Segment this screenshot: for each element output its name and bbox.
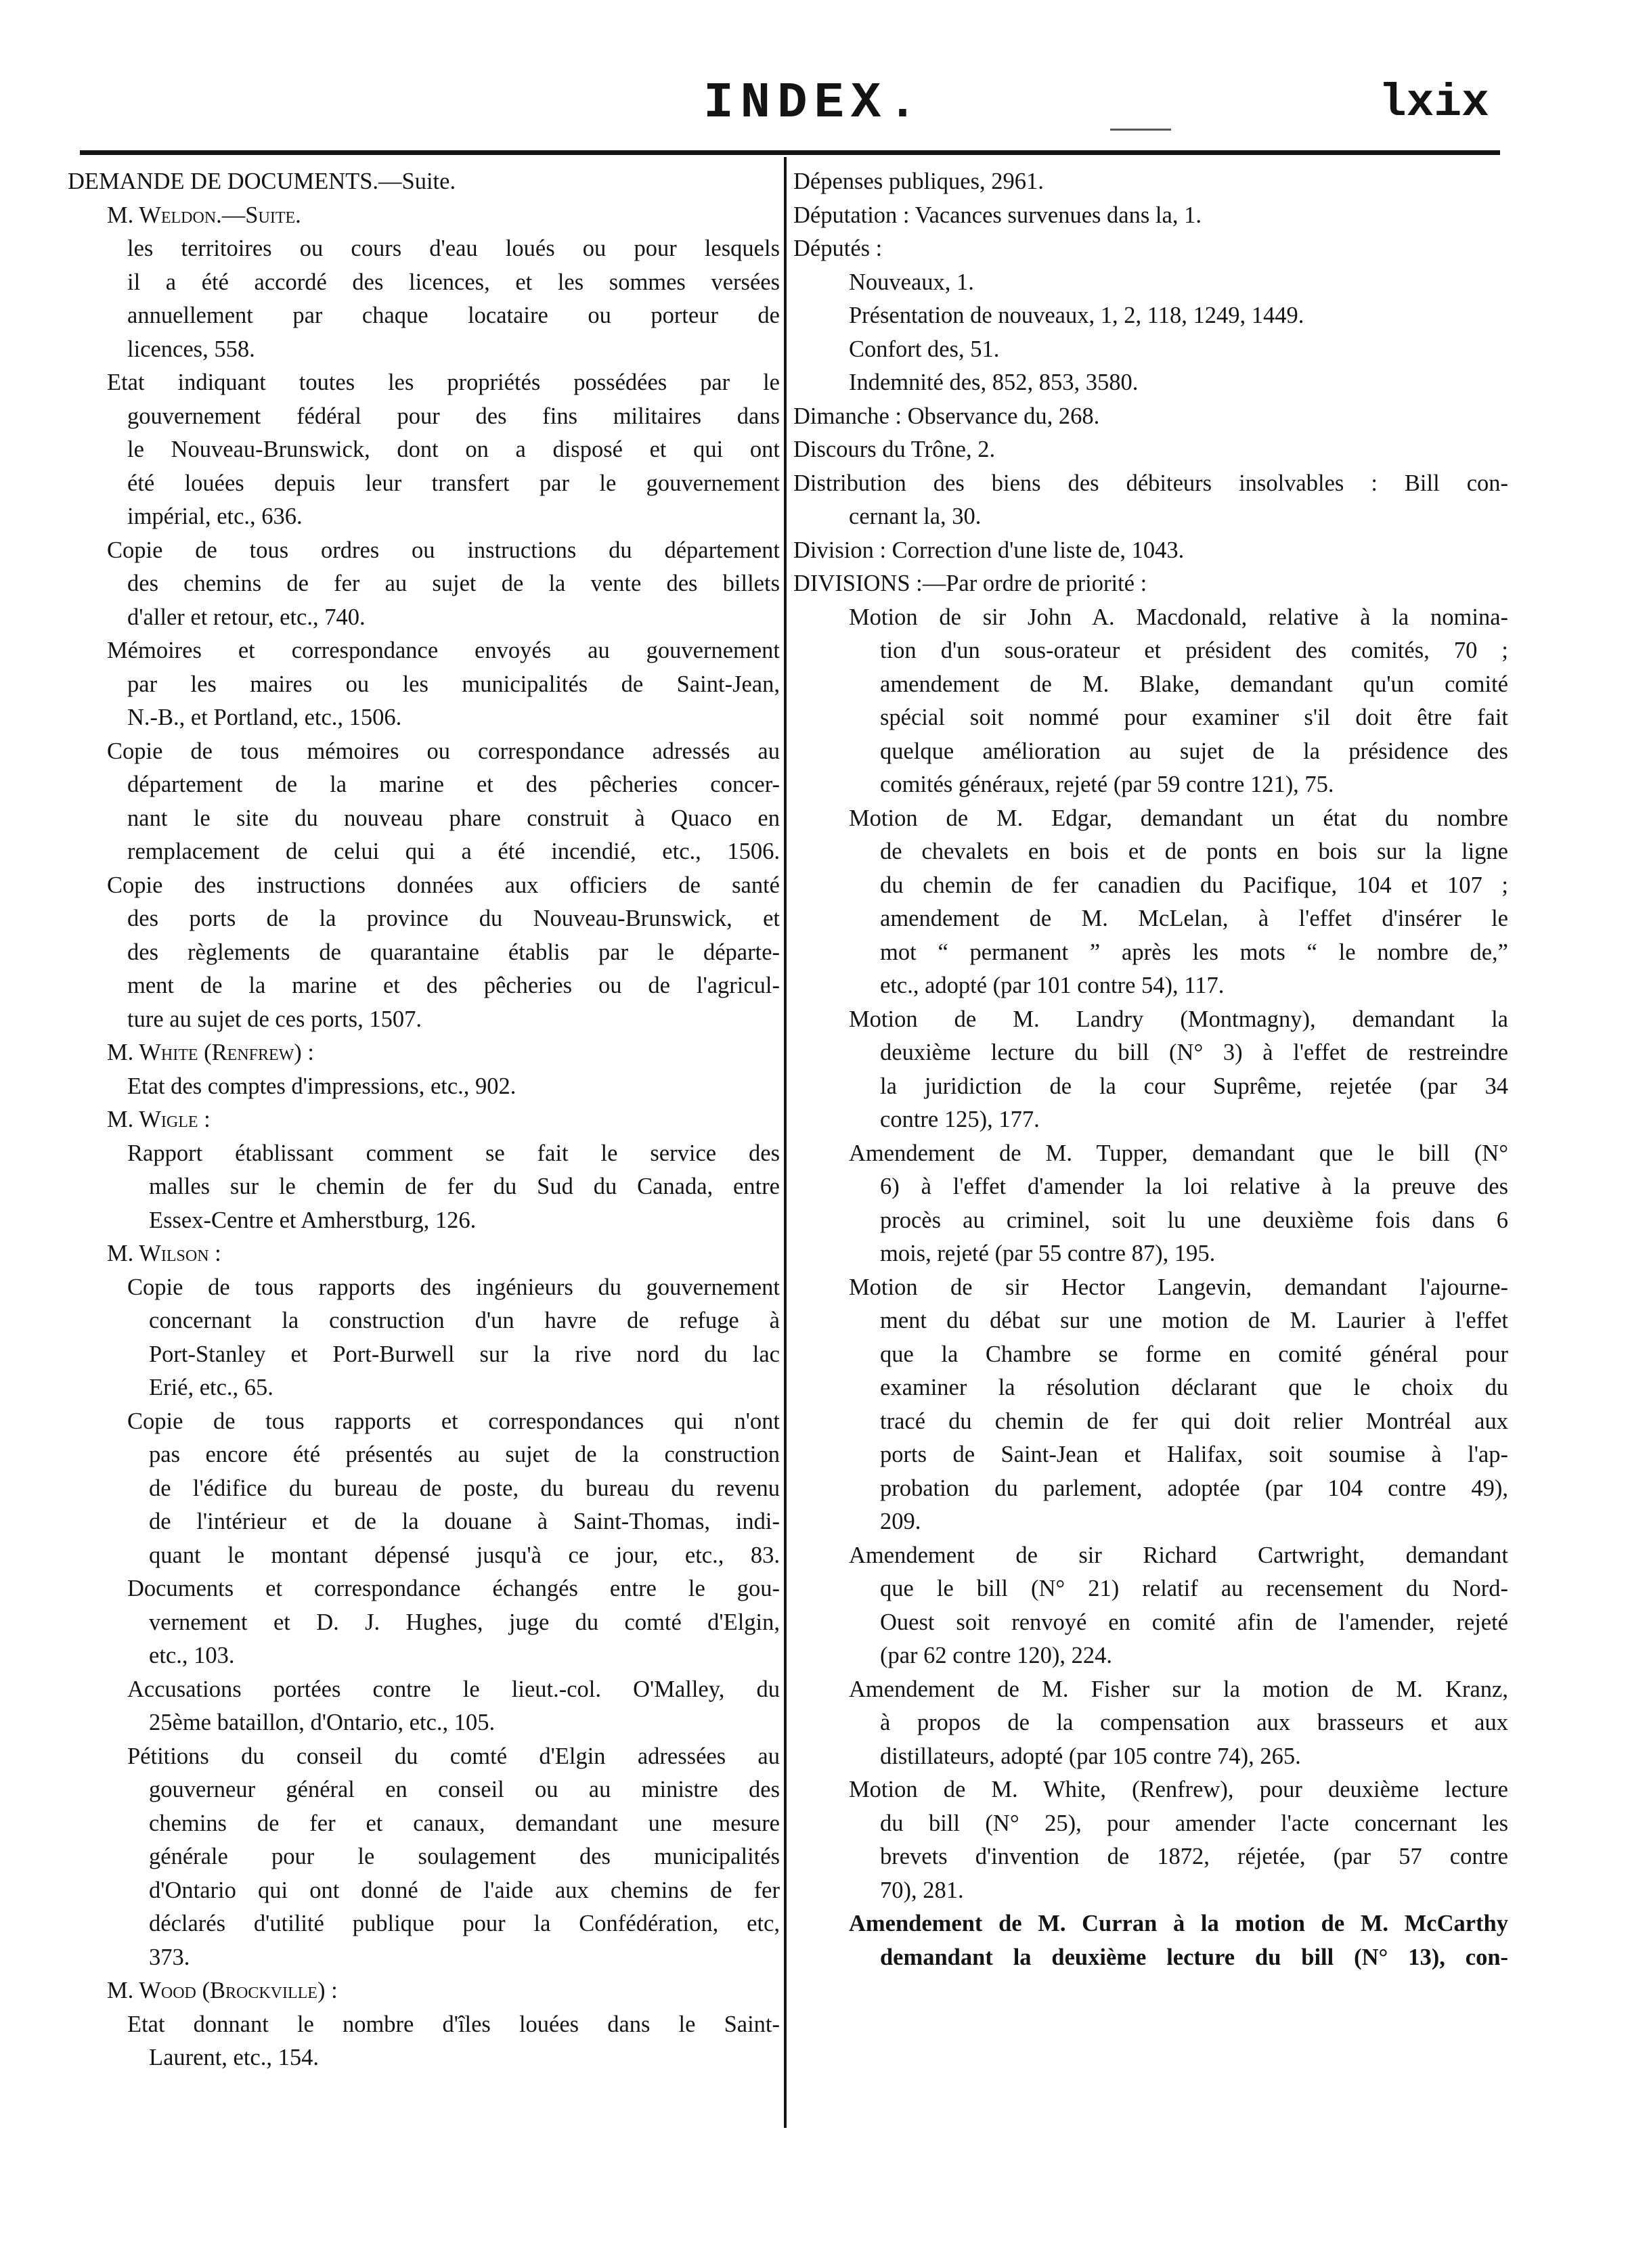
sub-entry: Présentation de nouveaux, 1, 2, 118, 1249, 1449. xyxy=(849,303,1304,328)
entry-line: les territoires ou cours d'eau loués ou pour lesquels xyxy=(127,236,780,261)
division-entry: Amendement de sir Richard Cartwright, demandant xyxy=(849,1542,1508,1568)
entry-line: Rapport établissant comment se fait le service des xyxy=(127,1140,780,1166)
entry-line: Copie de tous ordres ou instructions du département xyxy=(107,537,780,563)
division-entry: contre 125), 177. xyxy=(880,1107,1040,1132)
entry-line: des chemins de fer au sujet de la vente des billets xyxy=(127,571,780,596)
entry-line: Laurent, etc., 154. xyxy=(149,2045,319,2070)
entry-line: vernement et D. J. Hughes, juge du comté d'Elgin, xyxy=(149,1609,780,1635)
division-entry: amendement de M. McLelan, à l'effet d'insérer le xyxy=(880,906,1508,931)
division-entry: procès au criminel, soit lu une deuxième fois dans 6 xyxy=(880,1207,1508,1233)
index-entry: Députation : Vacances survenues dans la, 1. xyxy=(793,202,1202,228)
page-number: lxix xyxy=(1378,77,1489,129)
division-entry: spécial soit nommé pour examiner s'il doit être fait xyxy=(880,705,1508,730)
division-entry: tion d'un sous-orateur et président des comités, 70 ; xyxy=(880,638,1508,663)
left-column xyxy=(68,165,780,2075)
division-entry: ports de Saint-Jean et Halifax, soit soumise à l'ap- xyxy=(880,1442,1508,1467)
entry-line: licences, 558. xyxy=(127,336,255,362)
divisions-heading: DIVISIONS :—Par ordre de priorité : xyxy=(793,571,1147,596)
entry-line: gouverneur général en conseil ou au ministre des xyxy=(149,1777,780,1802)
division-entry: à propos de la compensation aux brasseurs et aux xyxy=(880,1710,1508,1735)
member-heading: M. Wigle : xyxy=(107,1107,211,1132)
member-heading: M. Wilson : xyxy=(107,1241,221,1266)
entry-line: Port-Stanley et Port-Burwell sur la rive nord du lac xyxy=(149,1341,780,1367)
division-entry: Motion de M. Edgar, demandant un état du nombre xyxy=(849,805,1508,831)
division-entry: deuxième lecture du bill (N° 3) à l'effet de restreindre xyxy=(880,1040,1508,1065)
division-entry: etc., adopté (par 101 contre 54), 117. xyxy=(880,973,1225,998)
division-entry: Amendement de M. Fisher sur la motion de M. Kranz, xyxy=(849,1676,1508,1702)
entry-line: N.-B., et Portland, etc., 1506. xyxy=(127,705,402,730)
division-entry: comités généraux, rejeté (par 59 contre 121), 75. xyxy=(880,772,1334,797)
entry-line: etc., 103. xyxy=(149,1643,235,1668)
division-entry: Motion de sir John A. Macdonald, relative à la nomina- xyxy=(849,604,1508,630)
entry-line: été louées depuis leur transfert par le gouvernement xyxy=(127,470,780,496)
entry-line: Copie de tous rapports et correspondances qui n'ont xyxy=(127,1408,780,1434)
entry-line: Copie de tous rapports des ingénieurs du gouvernement xyxy=(127,1274,780,1300)
division-entry: Ouest soit renvoyé en comité afin de l'amender, rejeté xyxy=(880,1609,1508,1635)
entry-line: générale pour le soulagement des municipalités xyxy=(149,1844,780,1869)
entry-line: impérial, etc., 636. xyxy=(127,504,303,529)
entry-line: concernant la construction d'un havre de refuge à xyxy=(149,1308,780,1333)
division-entry: Motion de M. White, (Renfrew), pour deuxième lecture xyxy=(849,1777,1508,1802)
entry-line: Etat indiquant toutes les propriétés possédées par le xyxy=(107,370,780,395)
entry-line: de l'intérieur et de la douane à Saint-Thomas, indi- xyxy=(149,1509,780,1534)
entry-line: quant le montant dépensé jusqu'à ce jour, etc., 83. xyxy=(149,1542,780,1568)
sub-entry: Nouveaux, 1. xyxy=(849,269,974,295)
entry-line: remplacement de celui qui a été incendié, etc., 1506. xyxy=(127,839,780,864)
entry-line: annuellement par chaque locataire ou porteur de xyxy=(127,303,780,328)
division-entry: la juridiction de la cour Suprême, rejetée (par 34 xyxy=(880,1073,1508,1099)
division-entry: (par 62 contre 120), 224. xyxy=(880,1643,1112,1668)
entry-line: d'aller et retour, etc., 740. xyxy=(127,604,366,630)
entry-line: ment de la marine et des pêcheries ou de l'agricul- xyxy=(127,973,780,998)
right-column xyxy=(792,165,1508,1974)
entry-line: il a été accordé des licences, et les sommes versées xyxy=(127,269,780,295)
entry-line: par les maires ou les municipalités de Saint-Jean, xyxy=(127,671,780,697)
entry-line: des règlements de quarantaine établis par le départe- xyxy=(127,939,780,965)
entry-line: Accusations portées contre le lieut.-col. O'Malley, du xyxy=(127,1676,780,1702)
division-entry: du bill (N° 25), pour amender l'acte concernant les xyxy=(880,1810,1508,1836)
division-entry: Motion de sir Hector Langevin, demandant l'ajourne- xyxy=(849,1274,1508,1300)
entry-line: chemins de fer et canaux, demandant une mesure xyxy=(149,1810,780,1836)
division-entry: brevets d'invention de 1872, réjetée, (par 57 contre xyxy=(880,1844,1508,1869)
entry-line: malles sur le chemin de fer du Sud du Canada, entre xyxy=(149,1174,780,1199)
division-entry: ment du débat sur une motion de M. Laurier à l'effet xyxy=(880,1308,1508,1333)
index-entry: Dimanche : Observance du, 268. xyxy=(793,403,1100,429)
section-heading: DEMANDE DE DOCUMENTS.—Suite. xyxy=(68,169,456,194)
entry-line: gouvernement fédéral pour des fins militaires dans xyxy=(127,403,780,429)
entry-line: 25ème bataillon, d'Ontario, etc., 105. xyxy=(149,1710,496,1735)
member-heading: M. Wood (Brockville) : xyxy=(107,1978,338,2003)
division-entry: mois, rejeté (par 55 contre 87), 195. xyxy=(880,1241,1216,1266)
division-entry: examiner la résolution déclarant que le choix du xyxy=(880,1375,1508,1400)
index-entry: Députés : xyxy=(793,236,883,261)
entry-line: 373. xyxy=(149,1944,190,1970)
index-entry: Dépenses publiques, 2961. xyxy=(793,169,1044,194)
division-entry: mot “ permanent ” après les mots “ le nombre de,” xyxy=(880,939,1508,965)
header-dash-mark xyxy=(1110,129,1171,131)
entry-line: Copie des instructions données aux officiers de santé xyxy=(107,872,780,898)
division-entry: 70), 281. xyxy=(880,1877,964,1903)
division-entry: tracé du chemin de fer qui doit relier Montréal aux xyxy=(880,1408,1508,1434)
entry-line: Copie de tous mémoires ou correspondance adressés au xyxy=(107,738,780,764)
division-entry: Motion de M. Landry (Montmagny), demandant la xyxy=(849,1006,1508,1032)
index-entry: cernant la, 30. xyxy=(849,504,982,529)
index-entry: Division : Correction d'une liste de, 1043. xyxy=(793,537,1185,563)
index-entry: Discours du Trône, 2. xyxy=(793,437,996,462)
entry-line: Pétitions du conseil du comté d'Elgin adressées au xyxy=(127,1743,780,1769)
entry-line: Etat des comptes d'impressions, etc., 902. xyxy=(127,1073,516,1099)
entry-line: Erié, etc., 65. xyxy=(149,1375,273,1400)
division-entry: amendement de M. Blake, demandant qu'un comité xyxy=(880,671,1508,697)
entry-line: Etat donnant le nombre d'îles louées dans le Saint- xyxy=(127,2011,780,2037)
division-entry: Amendement de M. Curran à la motion de M. McCarthy xyxy=(849,1911,1508,1936)
entry-line: nant le site du nouveau phare construit à Quaco en xyxy=(127,805,780,831)
sub-entry: Indemnité des, 852, 853, 3580. xyxy=(849,370,1139,395)
entry-line: pas encore été présentés au sujet de la construction xyxy=(149,1442,780,1467)
entry-line: déclarés d'utilité publique pour la Confédération, etc, xyxy=(149,1911,780,1936)
division-entry: 6) à l'effet d'amender la loi relative à la preuve des xyxy=(880,1174,1508,1199)
division-entry: 209. xyxy=(880,1509,921,1534)
entry-line: d'Ontario qui ont donné de l'aide aux chemins de fer xyxy=(149,1877,780,1903)
entry-line: de l'édifice du bureau de poste, du bureau du revenu xyxy=(149,1475,780,1501)
sub-entry: Confort des, 51. xyxy=(849,336,1000,362)
header-rule xyxy=(80,150,1500,155)
entry-line: le Nouveau-Brunswick, dont on a disposé et qui ont xyxy=(127,437,780,462)
entry-line: ture au sujet de ces ports, 1507. xyxy=(127,1006,422,1032)
division-entry: que le bill (N° 21) relatif au recensement du Nord- xyxy=(880,1576,1508,1601)
division-entry: du chemin de fer canadien du Pacifique, 104 et 107 ; xyxy=(880,872,1508,898)
division-entry: probation du parlement, adoptée (par 104 contre 49), xyxy=(880,1475,1508,1501)
division-entry: demandant la deuxième lecture du bill (N° 13), con- xyxy=(880,1944,1508,1970)
entry-line: Documents et correspondance échangés entre le gou- xyxy=(127,1576,780,1601)
division-entry: quelque amélioration au sujet de la présidence des xyxy=(880,738,1508,764)
entry-line: département de la marine et des pêcheries concer- xyxy=(127,772,780,797)
column-divider xyxy=(784,157,787,2128)
entry-line: Essex-Centre et Amherstburg, 126. xyxy=(149,1207,477,1233)
division-entry: Amendement de M. Tupper, demandant que le bill (N° xyxy=(849,1140,1508,1166)
entry-line: des ports de la province du Nouveau-Brunswick, et xyxy=(127,906,780,931)
division-entry: de chevalets en bois et de ponts en bois sur la ligne xyxy=(880,839,1508,864)
index-entry: Distribution des biens des débiteurs insolvables : Bill con- xyxy=(793,470,1508,496)
member-heading: M. Weldon.—Suite. xyxy=(107,202,301,228)
division-entry: distillateurs, adopté (par 105 contre 74), 265. xyxy=(880,1743,1301,1769)
member-heading: M. White (Renfrew) : xyxy=(107,1040,314,1065)
division-entry: que la Chambre se forme en comité général pour xyxy=(880,1341,1508,1367)
entry-line: Mémoires et correspondance envoyés au gouvernement xyxy=(107,638,780,663)
page-title: INDEX. xyxy=(703,75,925,132)
